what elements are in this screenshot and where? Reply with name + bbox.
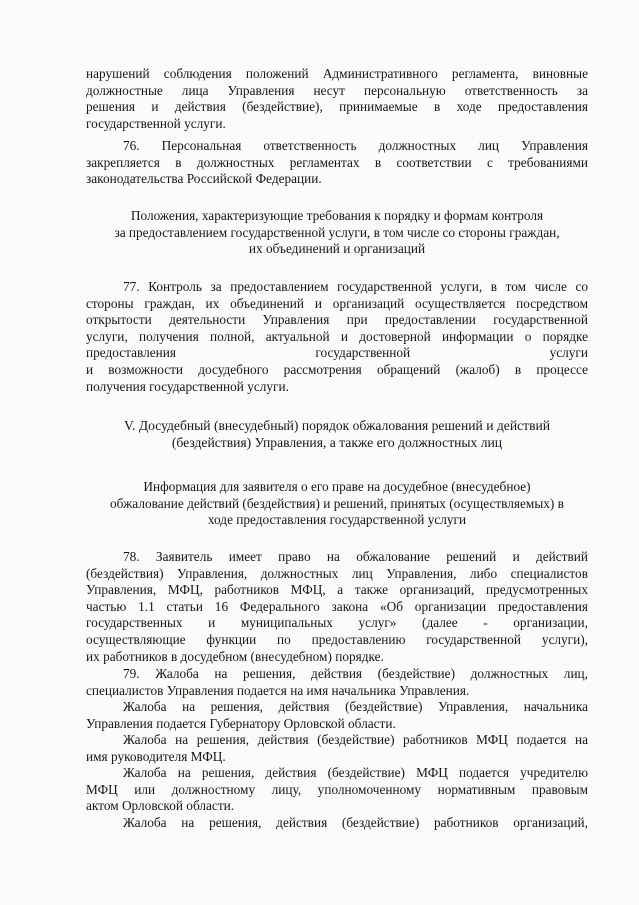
text-line: государственных и муниципальных услуг» (далее - организации, xyxy=(86,615,588,631)
section-v-title xyxy=(86,418,588,451)
text-line: частью 1.1 статьи 16 Федерального закона «Об организации предоставления xyxy=(86,598,588,614)
text-line: осуществляющие функции по предоставлению государственной услуги), xyxy=(86,631,588,647)
heading-line: за предоставлением государственной услуги, в том числе со стороны граждан, xyxy=(114,224,560,240)
text-line: Жалоба на решения, действия (бездействие) МФЦ подается учредителю xyxy=(123,765,588,780)
text-line: 76. Персональная ответственность должностных лиц Управления xyxy=(123,138,588,153)
paragraph-77 xyxy=(86,279,588,395)
heading-line: V. Досудебный (внесудебный) порядок обжалования решений и действий xyxy=(123,418,551,433)
text-line: решения и действия (бездействие), принимаемые в ходе предоставления xyxy=(86,99,588,115)
text-line: должностные лица Управления несут персональную ответственность за xyxy=(86,82,588,98)
text-line: услуги, получения полной, актуальной и достоверной информации о порядке xyxy=(86,328,588,344)
heading-line: их объединений и организаций xyxy=(248,241,426,257)
heading-line: обжалование действий (бездействия) и решений, принятых (осуществляемых) в xyxy=(110,495,564,511)
text-line: предоставления государственной услуги xyxy=(86,345,588,361)
text-line: законодательства Российской Федерации. xyxy=(86,171,322,187)
text-line: получения государственной услуги. xyxy=(86,378,289,394)
text-line: 78. Заявитель имеет право на обжалование решений и действий xyxy=(123,549,588,564)
text-line: закрепляется в должностных регламентах в соответствии с требованиями xyxy=(86,154,588,170)
text-line: нарушений соблюдения положений Административного регламента, виновные xyxy=(86,66,588,81)
text-line: Жалоба на решения, действия (бездействие) Управления, начальника xyxy=(123,699,588,714)
text-line: 77. Контроль за предоставлением государственной услуги, в том числе со xyxy=(123,279,588,294)
text-line: открытости деятельности Управления при предоставлении государственной xyxy=(86,312,588,328)
heading-line: Информация для заявителя о его праве на досудебное (внесудебное) xyxy=(143,479,531,494)
text-line: и возможности досудебного рассмотрения обращений (жалоб) в процессе xyxy=(86,361,588,377)
heading-control xyxy=(80,208,594,258)
paragraph-78 xyxy=(86,549,588,665)
text-line: стороны граждан, их объединений и организаций осуществляется посредством xyxy=(86,295,588,311)
text-line: (бездействия) Управления, должностных лиц Управления, либо специалистов xyxy=(86,565,588,581)
paragraph-liability xyxy=(86,66,588,132)
paragraph-complaint-mfc-staff xyxy=(86,732,588,765)
text-line: Управления подается Губернатору Орловской области. xyxy=(86,715,396,731)
paragraph-complaint-organizations xyxy=(86,815,588,832)
text-line: их работников в досудебном (внесудебном) порядке. xyxy=(86,648,384,664)
heading-line: (бездействия) Управления, а также его должностных лиц xyxy=(171,434,503,450)
heading-info xyxy=(86,479,588,529)
text-line: МФЦ или должностному лицу, уполномоченному нормативным правовым xyxy=(86,781,588,797)
heading-line: Положения, характеризующие требования к порядку и формам контроля xyxy=(130,208,544,223)
paragraph-79 xyxy=(86,666,588,699)
paragraph-76 xyxy=(86,138,588,188)
heading-line: ходе предоставления государственной услуги xyxy=(207,512,467,528)
text-line: Управления, МФЦ, работников МФЦ, а также организаций, предусмотренных xyxy=(86,582,588,598)
text-line: актом Орловской области. xyxy=(86,798,235,814)
paragraph-complaint-mfc xyxy=(86,765,588,815)
text-line: Жалоба на решения, действия (бездействие) работников МФЦ подается на xyxy=(123,732,588,747)
paragraph-complaint-governor xyxy=(86,699,588,732)
text-line: государственной услуги. xyxy=(86,115,226,131)
text-line: Жалоба на решения, действия (бездействие) работников организаций, xyxy=(123,815,588,830)
text-line: 79. Жалоба на решения, действия (бездействие) должностных лиц, xyxy=(123,666,588,681)
text-line: имя руководителя МФЦ. xyxy=(86,748,226,764)
text-line: специалистов Управления подается на имя начальника Управления. xyxy=(86,682,470,698)
